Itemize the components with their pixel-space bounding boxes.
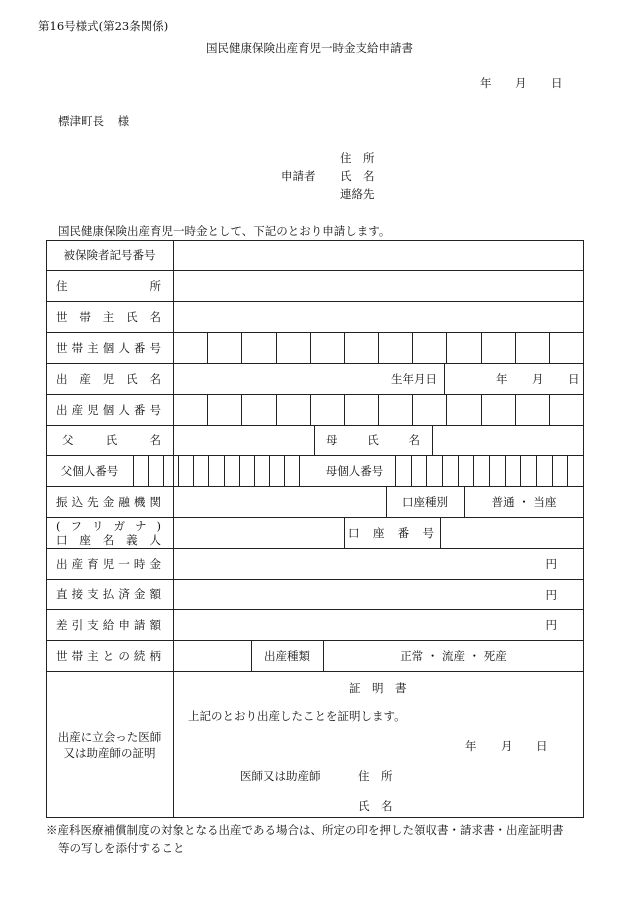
addressee-name: 標津町長 xyxy=(58,114,104,128)
label-char: 氏 xyxy=(126,371,138,386)
label-char: 込 xyxy=(71,494,84,509)
label-char: 個 xyxy=(102,340,115,355)
digit-box-line xyxy=(133,455,134,486)
label-char: 児 xyxy=(102,371,115,386)
digit-box-line xyxy=(446,332,447,363)
digit-box-line xyxy=(254,455,255,486)
label-char: 義 xyxy=(126,532,138,547)
digit-box-line xyxy=(442,455,443,486)
digit-box-line xyxy=(515,332,516,363)
field-head-name[interactable] xyxy=(174,302,583,332)
label-mother-id xyxy=(314,455,395,486)
label-char: 機 xyxy=(133,494,146,509)
digit-box-line xyxy=(520,455,521,486)
label-char: 世 xyxy=(56,309,68,324)
applicant-address-label: 住 所 xyxy=(340,151,375,165)
label-char: 差 xyxy=(56,617,68,632)
label-char: 融 xyxy=(118,494,130,509)
digit-box-line xyxy=(552,455,553,486)
account-type-options: 普通 ・ 当座 xyxy=(491,494,557,509)
label-char: 支 xyxy=(87,617,99,632)
field-child-name[interactable] xyxy=(174,364,384,394)
birth-day: 日 xyxy=(568,372,580,386)
label-char: 氏 xyxy=(126,309,138,324)
label-char: 先 xyxy=(87,494,99,509)
field-account-type[interactable] xyxy=(465,486,583,517)
digit-box-line xyxy=(276,394,277,425)
label-birth-type-text: 出産種類 xyxy=(264,648,310,663)
label-mother-name xyxy=(314,425,432,455)
digit-box-line xyxy=(344,332,345,363)
label-char: 番 xyxy=(133,402,146,417)
digit-box-line xyxy=(269,455,270,486)
label-char: ナ xyxy=(135,518,147,533)
label-char: 申 xyxy=(118,617,130,632)
label-insured-no xyxy=(46,240,173,270)
label-char: 育 xyxy=(87,556,99,571)
date-year: 年 xyxy=(480,76,492,90)
digit-box-line xyxy=(378,332,379,363)
label-father-id-text: 父個人番号 xyxy=(60,463,119,478)
digit-box-line xyxy=(284,455,285,486)
label-char: 支 xyxy=(87,587,99,601)
label-char: 額 xyxy=(149,617,161,632)
certificate-date-month: 月 xyxy=(501,739,513,753)
applicant-label: 申請者 xyxy=(281,169,316,183)
label-char: 帯 xyxy=(79,309,91,324)
label-head-name xyxy=(46,301,173,332)
label-char: 人 xyxy=(118,402,130,417)
label-char: と xyxy=(102,648,115,663)
label-char: 口 xyxy=(348,525,360,540)
applicant-name-label: 氏 名 xyxy=(340,169,375,183)
digit-box-line xyxy=(481,394,482,425)
label-char: 番 xyxy=(133,340,146,355)
label-char: 名 xyxy=(102,532,115,547)
birth-year: 年 xyxy=(496,372,508,386)
label-char: ( xyxy=(56,518,61,533)
label-char: 主 xyxy=(102,309,115,324)
label-char: 所 xyxy=(149,278,161,293)
field-balance[interactable] xyxy=(174,610,583,640)
yen-unit: 円 xyxy=(545,618,557,632)
field-lump-sum[interactable] xyxy=(174,549,583,579)
label-insured-no-text: 被保険者記号番号 xyxy=(63,248,156,262)
digit-box-line xyxy=(549,332,550,363)
border-right xyxy=(583,240,584,818)
digit-box-line xyxy=(276,332,277,363)
certificate-date-year: 年 xyxy=(465,739,477,753)
digit-box-line xyxy=(505,455,506,486)
label-birth-type xyxy=(251,640,323,671)
label-char: 人 xyxy=(118,340,130,355)
label-char: 世 xyxy=(56,648,68,663)
label-lump-sum xyxy=(46,548,173,579)
label-char: 産 xyxy=(79,371,91,386)
digit-box-line xyxy=(148,455,149,486)
label-relation xyxy=(46,640,173,671)
label-account-no xyxy=(344,517,440,548)
field-birth-date[interactable] xyxy=(445,364,583,394)
digit-box-line xyxy=(207,332,208,363)
label-char: フ xyxy=(70,518,82,533)
label-child-id xyxy=(46,394,173,425)
label-account-holder xyxy=(46,517,173,548)
label-father-id xyxy=(46,455,133,486)
digit-box-line xyxy=(344,394,345,425)
label-char: 住 xyxy=(56,278,68,293)
label-char: 号 xyxy=(149,340,161,355)
label-char: 金 xyxy=(102,494,115,509)
label-char: 児 xyxy=(87,402,99,417)
digit-box-line xyxy=(426,455,427,486)
label-char: 給 xyxy=(102,617,115,632)
yen-unit: 円 xyxy=(545,557,557,571)
label-certificate xyxy=(46,671,173,818)
label-char: 振 xyxy=(56,494,68,509)
label-char: 座 xyxy=(79,532,91,547)
label-char: 帯 xyxy=(71,340,84,355)
digit-box-line xyxy=(299,455,300,486)
label-char: 金 xyxy=(149,556,161,571)
label-account-holder-text xyxy=(56,533,161,547)
label-birth-date xyxy=(384,363,444,394)
addressee-honorific: 様 xyxy=(117,114,130,128)
digit-box-line xyxy=(239,455,240,486)
label-char: 父 xyxy=(62,433,74,447)
label-address xyxy=(46,270,173,301)
label-furigana xyxy=(56,519,161,533)
label-father-name xyxy=(46,425,173,455)
label-char: 額 xyxy=(149,587,161,601)
label-char: 児 xyxy=(102,556,115,571)
digit-box-line xyxy=(208,455,209,486)
digit-box-line xyxy=(412,332,413,363)
label-char: 座 xyxy=(372,525,385,540)
digit-box-line xyxy=(178,455,179,486)
form-number: 第16号様式(第23条関係) xyxy=(38,19,169,33)
digit-box-line xyxy=(193,455,194,486)
label-char: の xyxy=(118,648,130,663)
label-char: 産 xyxy=(71,402,84,417)
certificate-doctor-label: 医師又は助産師 xyxy=(240,769,321,783)
field-account-holder[interactable] xyxy=(174,518,344,548)
label-char: 主 xyxy=(87,648,99,663)
digit-box-line xyxy=(481,332,482,363)
label-char: 名 xyxy=(149,371,161,386)
digit-box-line xyxy=(567,455,568,486)
label-char: 氏 xyxy=(105,433,118,447)
digit-box-line xyxy=(163,455,164,486)
addressee xyxy=(58,113,129,129)
label-char: 氏 xyxy=(367,433,379,447)
footnote-line-2: 等の写しを添付すること xyxy=(58,841,185,855)
label-char: 柄 xyxy=(149,648,161,663)
label-char: 直 xyxy=(56,587,68,601)
field-relation[interactable] xyxy=(174,641,251,671)
digit-box-line xyxy=(446,394,447,425)
certificate-side-label-2: 又は助産師の証明 xyxy=(63,745,156,760)
label-char: 人 xyxy=(149,532,161,547)
intro-text: 国民健康保険出産育児一時金として、下記のとおり申請します。 xyxy=(58,224,391,238)
label-char: 出 xyxy=(56,556,68,571)
yen-unit: 円 xyxy=(545,587,557,602)
label-char: 引 xyxy=(71,617,84,632)
digit-box-line xyxy=(536,455,537,486)
label-char: 時 xyxy=(133,556,146,571)
digit-box-line xyxy=(173,332,174,363)
label-char: 主 xyxy=(87,340,99,355)
label-char: リ xyxy=(92,518,104,533)
date-month: 月 xyxy=(515,76,527,90)
digit-box-line xyxy=(549,394,550,425)
label-account-type-text: 口座種別 xyxy=(402,494,448,509)
label-birth-date-text: 生年月日 xyxy=(391,371,437,386)
label-char: 請 xyxy=(133,617,146,632)
certificate-address-label: 住 所 xyxy=(358,769,393,783)
certificate-date-day: 日 xyxy=(536,739,548,753)
label-account-type xyxy=(386,486,464,517)
field-birth-type[interactable] xyxy=(324,640,583,671)
label-char: 続 xyxy=(133,648,146,663)
label-char: 接 xyxy=(71,587,84,601)
label-char: 金 xyxy=(133,587,146,601)
applicant-contact-label: 連絡先 xyxy=(340,187,375,201)
label-char: 出 xyxy=(56,371,68,386)
digit-box-line xyxy=(241,332,242,363)
label-char: 世 xyxy=(56,340,68,355)
field-father-name[interactable] xyxy=(174,426,314,455)
certificate-name-label: 氏 名 xyxy=(358,799,393,813)
field-direct-paid[interactable] xyxy=(174,580,583,609)
label-char: 号 xyxy=(149,402,161,417)
digit-box-line xyxy=(173,394,174,425)
certificate-heading: 証 明 書 xyxy=(349,681,407,695)
label-char: 関 xyxy=(149,494,161,509)
birth-type-options: 正常 ・ 流産 ・ 死産 xyxy=(400,648,507,663)
footnote-line-1: ※産科医療補償制度の対象となる出産である場合は、所定の印を押した領収書・請求書・出産証明書 xyxy=(46,823,564,837)
digit-box-line xyxy=(241,394,242,425)
label-char: ) xyxy=(156,518,161,533)
field-bank[interactable] xyxy=(174,487,386,517)
digit-box-line xyxy=(411,455,412,486)
birth-month: 月 xyxy=(532,372,544,386)
label-char: 号 xyxy=(422,525,434,540)
digit-box-line xyxy=(473,455,474,486)
digit-box-line xyxy=(395,455,396,486)
digit-box-line xyxy=(378,394,379,425)
digit-box-line xyxy=(515,394,516,425)
digit-box-line xyxy=(207,394,208,425)
label-char: 一 xyxy=(118,556,130,571)
field-address[interactable] xyxy=(174,271,583,301)
label-char: 出 xyxy=(56,402,68,417)
digit-box-line xyxy=(310,394,311,425)
digit-box-line xyxy=(310,332,311,363)
digit-box-line xyxy=(489,455,490,486)
label-char: 名 xyxy=(149,433,161,447)
label-bank xyxy=(46,486,173,517)
digit-box-line xyxy=(412,394,413,425)
label-char: 番 xyxy=(397,525,410,540)
label-char: 産 xyxy=(71,556,84,571)
label-mother-id-text: 母個人番号 xyxy=(325,463,384,478)
date-day: 日 xyxy=(551,76,563,90)
label-char: ガ xyxy=(113,518,125,533)
label-char: 個 xyxy=(102,402,115,417)
field-account-no[interactable] xyxy=(441,518,583,548)
label-char: 名 xyxy=(149,309,161,324)
label-char: 母 xyxy=(326,433,338,447)
label-char: 済 xyxy=(118,587,130,601)
field-mother-name[interactable] xyxy=(433,426,583,455)
digit-box-line xyxy=(458,455,459,486)
application-table xyxy=(46,240,584,818)
label-child-name xyxy=(46,363,173,394)
label-char: 名 xyxy=(408,433,420,447)
label-char: 払 xyxy=(102,587,115,601)
label-char: 口 xyxy=(56,532,68,547)
digit-box-line xyxy=(224,455,225,486)
label-head-id xyxy=(46,332,173,363)
certificate-side-label-1: 出産に立会った医師 xyxy=(57,729,162,744)
certificate-statement: 上記のとおり出産したことを証明します。 xyxy=(188,709,406,723)
label-char: 帯 xyxy=(71,648,84,663)
field-insured-no[interactable] xyxy=(174,241,583,270)
form-title: 国民健康保険出産育児一時金支給申請書 xyxy=(206,41,413,55)
label-direct-paid xyxy=(46,579,173,609)
label-balance xyxy=(46,609,173,640)
